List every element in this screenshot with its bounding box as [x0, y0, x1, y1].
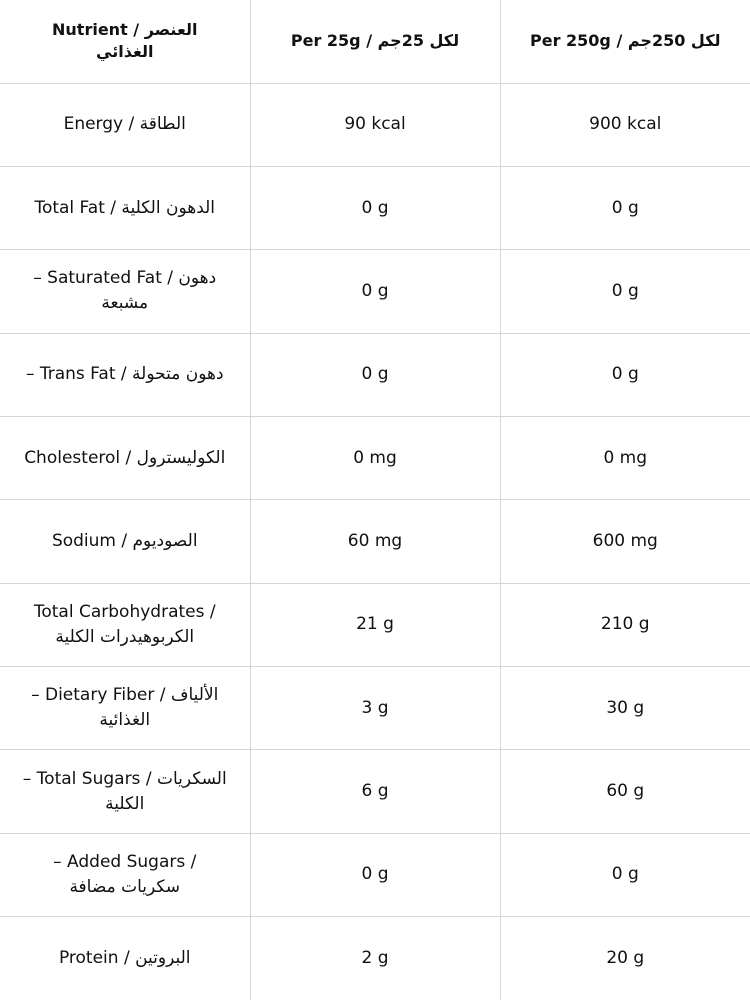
header-nutrient: Nutrient / العنصر الغذائي — [0, 0, 250, 83]
nutrient-label: – Total Sugars / السكريات الكلية — [0, 750, 250, 833]
value-per-250g: 210 g — [500, 583, 750, 666]
nutrient-label: Sodium / الصوديوم — [0, 500, 250, 583]
value-per-25g: 90 kcal — [250, 83, 500, 166]
nutrient-label: – Added Sugars / سكريات مضافة — [0, 833, 250, 916]
table-row-protein — [0, 917, 750, 1000]
table-row-sodium — [0, 500, 750, 583]
value-per-250g: 0 g — [500, 166, 750, 249]
value-per-250g: 0 g — [500, 250, 750, 333]
value-per-250g: 0 g — [500, 333, 750, 416]
table-row-total-carbohydrates — [0, 583, 750, 666]
nutrient-label: Cholesterol / الكوليسترول — [0, 416, 250, 499]
value-per-250g: 30 g — [500, 667, 750, 750]
value-per-25g: 3 g — [250, 667, 500, 750]
nutrient-label: – Saturated Fat / دهون مشبعة — [0, 250, 250, 333]
nutrient-label: – Dietary Fiber / الألياف الغذائية — [0, 667, 250, 750]
header-per-25g: Per 25g / لكل 25جم — [250, 0, 500, 83]
value-per-250g: 60 g — [500, 750, 750, 833]
value-per-250g: 20 g — [500, 917, 750, 1000]
nutrient-label: Total Carbohydrates / الكربوهيدرات الكلية — [0, 583, 250, 666]
table-row-added-sugars — [0, 833, 750, 916]
value-per-25g: 0 g — [250, 333, 500, 416]
value-per-25g: 21 g — [250, 583, 500, 666]
value-per-25g: 0 g — [250, 833, 500, 916]
value-per-25g: 0 mg — [250, 416, 500, 499]
table-row-dietary-fiber — [0, 667, 750, 750]
table-row-energy — [0, 83, 750, 166]
value-per-25g: 60 mg — [250, 500, 500, 583]
value-per-25g: 0 g — [250, 166, 500, 249]
table-row-trans-fat — [0, 333, 750, 416]
table-row-total-sugars — [0, 750, 750, 833]
value-per-250g: 600 mg — [500, 500, 750, 583]
table-row-cholesterol — [0, 416, 750, 499]
table-row-total-fat — [0, 166, 750, 249]
nutrient-label: Total Fat / الدهون الكلية — [0, 166, 250, 249]
header-per-250g: Per 250g / لكل 250جم — [500, 0, 750, 83]
nutrition-table-header — [0, 0, 750, 83]
value-per-250g: 0 g — [500, 833, 750, 916]
value-per-25g: 2 g — [250, 917, 500, 1000]
value-per-25g: 0 g — [250, 250, 500, 333]
nutrient-label: Energy / الطاقة — [0, 83, 250, 166]
value-per-250g: 0 mg — [500, 416, 750, 499]
nutrient-label: Protein / البروتين — [0, 917, 250, 1000]
nutrient-label: – Trans Fat / دهون متحولة — [0, 333, 250, 416]
nutrition-table-body — [0, 83, 750, 1000]
value-per-25g: 6 g — [250, 750, 500, 833]
table-row-saturated-fat — [0, 250, 750, 333]
header-row — [0, 0, 750, 83]
value-per-250g: 900 kcal — [500, 83, 750, 166]
